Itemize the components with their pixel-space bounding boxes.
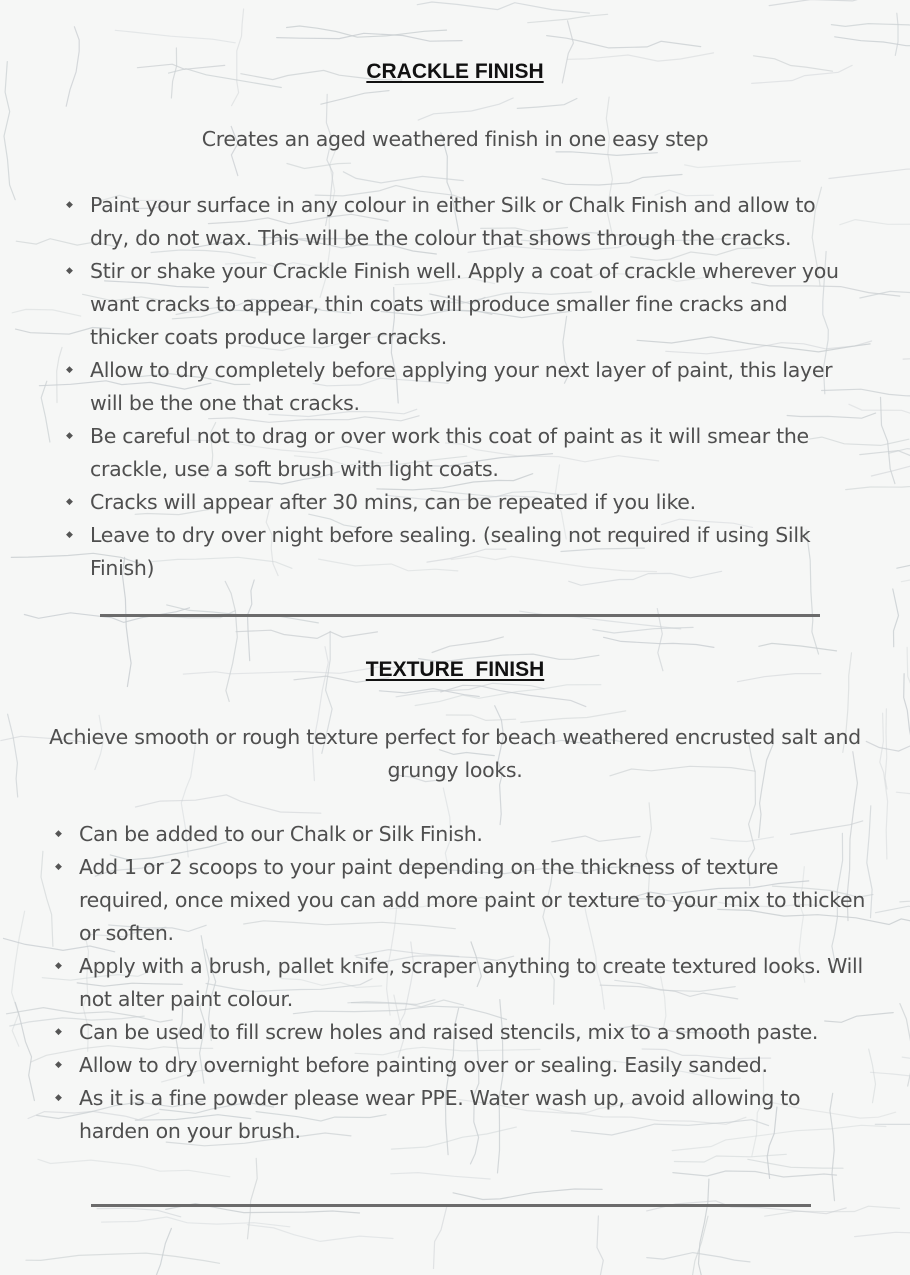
bullet-icon: ◆	[55, 1060, 62, 1070]
list-item	[55, 818, 869, 851]
bullet-icon: ◆	[55, 829, 62, 839]
list-item-text: Paint your surface in any colour in either Silk or Chalk Finish and allow to dry, do not wax. This will be the colour that shows through the cracks.	[90, 193, 816, 250]
bullet-icon: ◆	[66, 200, 73, 210]
list-item-text: As it is a fine powder please wear PPE. Water wash up, avoid allowing to harden on your brush.	[79, 1086, 801, 1143]
bullet-icon: ◆	[66, 365, 73, 375]
bullet-icon: ◆	[66, 266, 73, 276]
bullet-icon: ◆	[66, 530, 73, 540]
list-item	[66, 189, 850, 255]
section-divider	[91, 1204, 811, 1207]
crackle-finish-steps-list	[66, 189, 850, 585]
bullet-icon: ◆	[55, 1027, 62, 1037]
crackle-finish-heading	[0, 60, 910, 84]
texture-finish-heading-text: TEXTURE FINISH	[365, 658, 545, 681]
bullet-icon: ◆	[66, 497, 73, 507]
list-item	[55, 1082, 869, 1148]
list-item-text: Stir or shake your Crackle Finish well. Apply a coat of crackle wherever you want cracks to appear, thin coats will produce smaller fine cracks and thicker coats produce larger cracks.	[90, 259, 839, 349]
section-divider	[100, 614, 820, 617]
list-item	[66, 255, 850, 354]
list-item	[55, 1016, 869, 1049]
list-item	[66, 486, 850, 519]
crackle-finish-intro: Creates an aged weathered finish in one easy step	[201, 127, 709, 151]
list-item	[66, 519, 850, 585]
list-item-text: Can be used to fill screw holes and raised stencils, mix to a smooth paste.	[79, 1020, 819, 1044]
bullet-icon: ◆	[55, 862, 62, 872]
list-item-text: Cracks will appear after 30 mins, can be repeated if you like.	[90, 490, 696, 514]
list-item	[66, 420, 850, 486]
list-item-text: Allow to dry completely before applying your next layer of paint, this layer will be the one that cracks.	[90, 358, 833, 415]
list-item-text: Leave to dry over night before sealing. (sealing not required if using Silk Finish)	[90, 523, 811, 580]
texture-finish-intro: Achieve smooth or rough texture perfect for beach weathered encrusted salt and grungy looks.	[49, 725, 861, 782]
list-item-text: Add 1 or 2 scoops to your paint depending on the thickness of texture required, once mixed you can add more paint or texture to your mix to thicken or soften.	[79, 855, 866, 945]
bullet-icon: ◆	[66, 431, 73, 441]
list-item	[55, 950, 869, 1016]
list-item-text: Apply with a brush, pallet knife, scraper anything to create textured looks. Will not alter paint colour.	[79, 954, 863, 1011]
list-item	[55, 851, 869, 950]
bullet-icon: ◆	[55, 961, 62, 971]
list-item-text: Allow to dry overnight before painting over or sealing. Easily sanded.	[79, 1053, 768, 1077]
list-item-text: Can be added to our Chalk or Silk Finish.	[79, 822, 483, 846]
list-item-text: Be careful not to drag or over work this coat of paint as it will smear the crackle, use a soft brush with light coats.	[90, 424, 809, 481]
texture-finish-heading	[0, 658, 910, 682]
bullet-icon: ◆	[55, 1093, 62, 1103]
list-item	[66, 354, 850, 420]
texture-finish-steps-list	[55, 818, 869, 1148]
list-item	[55, 1049, 869, 1082]
crackle-finish-heading-text: CRACKLE FINISH	[366, 60, 544, 83]
